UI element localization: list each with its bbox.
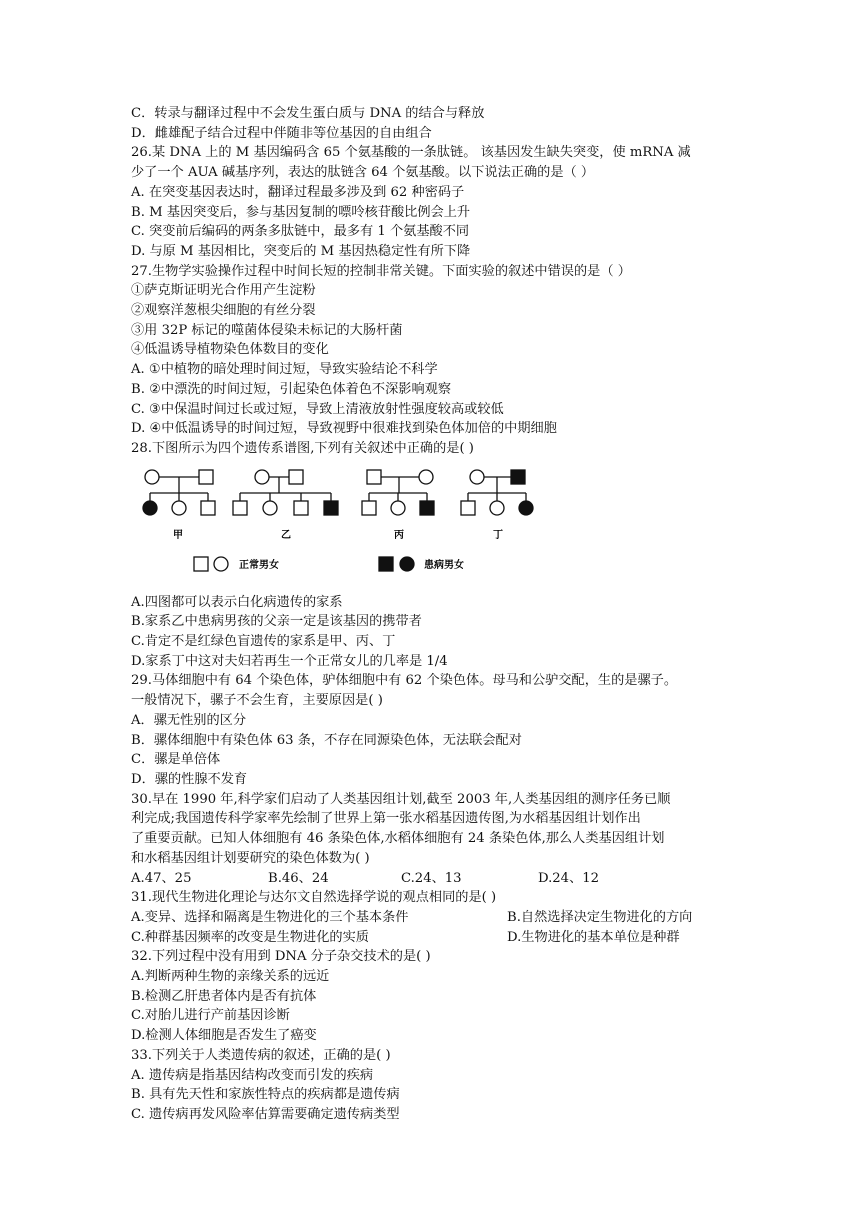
question-27-stem: 27.生物学实验操作过程中时间长短的控制非常关键。下面实验的叙述中错误的是（ ） — [131, 263, 631, 279]
option-line: B.检测乙肝患者体内是否有抗体 — [131, 988, 317, 1004]
question-block-top — [131, 104, 731, 459]
legend-normal-symbols — [194, 557, 228, 571]
question-31-stem: 31.现代生物进化理论与达尔文自然选择学说的观点相同的是( ) — [131, 890, 497, 906]
text-line: 少了一个 AUA 碱基序列，表达的肽链含 64 个氨基酸。以下说法正确的是（ ） — [131, 165, 595, 181]
option-b: B.自然选择决定生物进化的方向 — [507, 909, 693, 925]
option-line: A.判断两种生物的亲缘关系的远近 — [131, 969, 330, 985]
pedigree-label-ding: 丁 — [493, 529, 503, 541]
option-line: C. ③中保温时间过长或过短，导致上清液放射性强度较高或较低 — [131, 401, 504, 417]
question-block-bottom — [131, 593, 731, 1125]
pedigree-yi — [233, 470, 338, 515]
text-line: 和水稻基因组计划要研究的染色体数为( ) — [131, 850, 370, 866]
option-line: D.检测人体细胞是否发生了癌变 — [131, 1028, 317, 1044]
option-d: D.24、12 — [538, 870, 600, 886]
text-line: ③用 32P 标记的噬菌体侵染未标记的大肠杆菌 — [131, 322, 403, 338]
option-line: C.肯定不是红绿色盲遗传的家系是甲、丙、丁 — [131, 634, 396, 650]
option-line: A. ①中植物的暗处理时间过短，导致实验结论不科学 — [131, 362, 438, 378]
pedigree-diagram — [131, 463, 551, 589]
option-line: B. ②中漂洗的时间过短，引起染色体着色不深影响观察 — [131, 381, 452, 397]
pedigree-label-bing: 丙 — [394, 529, 404, 541]
option-line: C. 遗传病再发风险率估算需要确定遗传病类型 — [131, 1106, 400, 1122]
text-line: 了重要贡献。已知人体细胞有 46 条染色体,水稻体细胞有 24 条染色体,那么人类基因组计划 — [131, 831, 665, 847]
question-32-stem: 32.下列过程中没有用到 DNA 分子杂交技术的是( ) — [131, 949, 431, 965]
option-line: A. 遗传病是指基因结构改变而引发的疾病 — [131, 1067, 374, 1083]
option-line: A.四图都可以表示白化病遗传的家系 — [131, 594, 343, 610]
option-line: C.对胎儿进行产前基因诊断 — [131, 1008, 290, 1024]
option-line: B. M 基因突变后，参与基因复制的嘌呤核苷酸比例会上升 — [131, 204, 471, 220]
question-26-stem: 26.某 DNA 上的 M 基因编码含 65 个氨基酸的一条肽链。 该基因发生缺失突变，使 mRNA 减 — [131, 145, 691, 161]
legend-affected-label: 患病男女 — [424, 559, 464, 571]
option-d: D.生物进化的基本单位是种群 — [507, 929, 680, 945]
question-28-stem: 28.下图所示为四个遗传系谱图,下列有关叙述中正确的是( ) — [131, 440, 474, 456]
text-line: ④低温诱导植物染色体数目的变化 — [131, 342, 329, 358]
pedigree-ding — [461, 470, 533, 515]
option-line: C. 突变前后编码的两条多肽链中，最多有 1 个氨基酸不同 — [131, 224, 470, 240]
text-line: ①萨克斯证明光合作用产生淀粉 — [131, 283, 316, 299]
option-c: C.种群基因频率的改变是生物进化的实质 — [131, 929, 369, 945]
document-page — [131, 104, 731, 1125]
text-line: C．转录与翻译过程中不会发生蛋白质与 DNA 的结合与释放 — [131, 106, 485, 121]
legend-affected-symbols — [379, 557, 414, 571]
option-line: B. 具有先天性和家族性特点的疾病都是遗传病 — [131, 1087, 400, 1103]
question-29-stem: 29.马体细胞中有 64 个染色体，驴体细胞中有 62 个染色体。母马和公驴交配，生的是骡子。 — [131, 673, 678, 689]
option-line: C．骡是单倍体 — [131, 752, 221, 768]
text-line: 一般情况下，骡子不会生育，主要原因是( ) — [131, 693, 383, 709]
pedigree-label-jia: 甲 — [173, 529, 183, 541]
question-30-options — [131, 869, 731, 889]
option-line: A．骡无性别的区分 — [131, 712, 247, 728]
text-line: 利完成;我国遗传科学家率先绘制了世界上第一张水稻基因遗传图,为水稻基因组计划作出 — [131, 811, 641, 827]
pedigree-label-yi: 乙 — [281, 529, 291, 541]
pedigree-bing — [362, 470, 434, 515]
text-line: D．雌雄配子结合过程中伴随非等位基因的自由组合 — [131, 125, 432, 141]
question-31-row2 — [131, 928, 731, 948]
option-a: A.变异、选择和隔离是生物进化的三个基本条件 — [131, 909, 409, 925]
option-line: D．骡的性腺不发育 — [131, 771, 248, 787]
option-line: D.家系丁中这对夫妇若再生一个正常女儿的几率是 1/4 — [131, 653, 448, 669]
pedigree-jia — [143, 470, 215, 515]
option-a: A.47、25 — [131, 870, 192, 886]
option-c: C.24、13 — [401, 870, 462, 886]
option-line: B．骡体细胞中有染色体 63 条，不存在同源染色体，无法联会配对 — [131, 732, 522, 748]
legend-normal-label: 正常男女 — [239, 559, 279, 571]
option-b: B.46、24 — [268, 870, 329, 886]
text-line: ②观察洋葱根尖细胞的有丝分裂 — [131, 303, 316, 319]
option-line: D. 与原 M 基因相比，突变后的 M 基因热稳定性有所下降 — [131, 243, 471, 259]
question-31-row1 — [131, 908, 731, 928]
question-33-stem: 33.下列关于人类遗传病的叙述，正确的是( ) — [131, 1047, 391, 1063]
option-line: A. 在突变基因表达时，翻译过程最多涉及到 62 种密码子 — [131, 184, 465, 200]
option-line: D. ④中低温诱导的时间过短，导致视野中很难找到染色体加倍的中期细胞 — [131, 421, 557, 437]
question-30-stem: 30.早在 1990 年,科学家们启动了人类基因组计划,截至 2003 年,人类基因组的测序任务已顺 — [131, 791, 671, 807]
option-line: B.家系乙中患病男孩的父亲一定是该基因的携带者 — [131, 614, 422, 630]
